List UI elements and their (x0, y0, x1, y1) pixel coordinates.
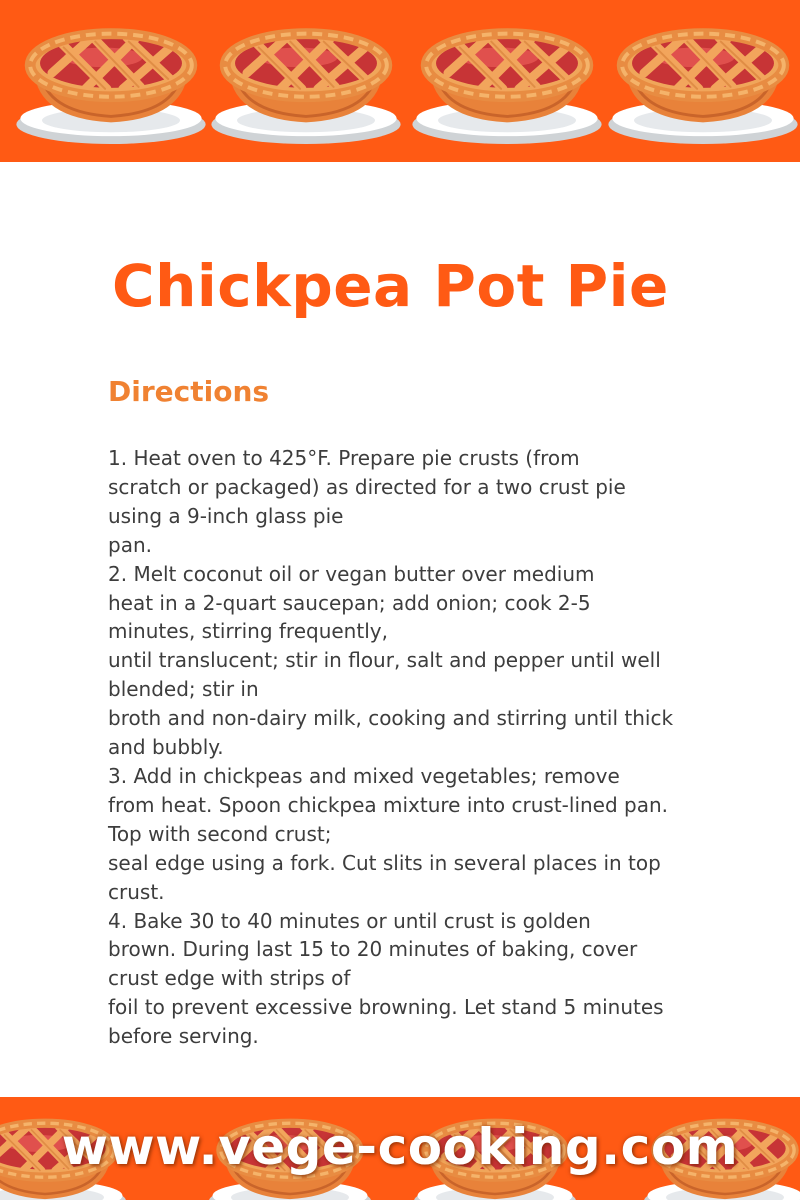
pie-icon (12, 10, 210, 148)
directions-line: seal edge using a fork. Cut slits in several places in top (108, 850, 661, 875)
directions-line: crust edge with strips of (108, 966, 351, 991)
directions-line: pan. (108, 532, 152, 557)
directions-line: 3. Add in chickpeas and mixed vegetables; remove (108, 763, 620, 788)
directions-line: Top with second crust; (108, 821, 332, 846)
page-title: Chickpea Pot Pie (112, 252, 669, 320)
directions-line: 4. Bake 30 to 40 minutes or until crust is golden (108, 908, 591, 933)
pie-icon (207, 10, 405, 148)
directions-line: until translucent; stir in flour, salt and pepper until well (108, 648, 661, 673)
directions-line: from heat. Spoon chickpea mixture into crust-lined pan. (108, 792, 669, 817)
directions-line: broth and non-dairy milk, cooking and stirring until thick (108, 706, 674, 731)
top-banner (0, 0, 800, 162)
website-url: www.vege-cooking.com (61, 1118, 739, 1176)
directions-line: brown. During last 15 to 20 minutes of baking, cover (108, 937, 638, 962)
directions-text (108, 444, 708, 1051)
directions-line: scratch or packaged) as directed for a two crust pie (108, 474, 626, 499)
directions-line: heat in a 2-quart saucepan; add onion; cook 2-5 (108, 590, 591, 615)
pie-icon (604, 10, 800, 148)
directions-line: 1. Heat oven to 425°F. Prepare pie crusts (from (108, 446, 580, 470)
directions-line: 2. Melt coconut oil or vegan butter over medium (108, 561, 595, 586)
directions-line: and bubbly. (108, 735, 224, 760)
directions-heading: Directions (108, 375, 270, 408)
directions-line: foil to prevent excessive browning. Let stand 5 minutes (108, 995, 664, 1020)
directions-line: crust. (108, 879, 165, 904)
directions-line: before serving. (108, 1024, 259, 1049)
directions-line: using a 9-inch glass pie (108, 503, 344, 528)
pie-icon (408, 10, 606, 148)
directions-line: blended; stir in (108, 677, 259, 702)
directions-line: minutes, stirring frequently, (108, 619, 388, 644)
